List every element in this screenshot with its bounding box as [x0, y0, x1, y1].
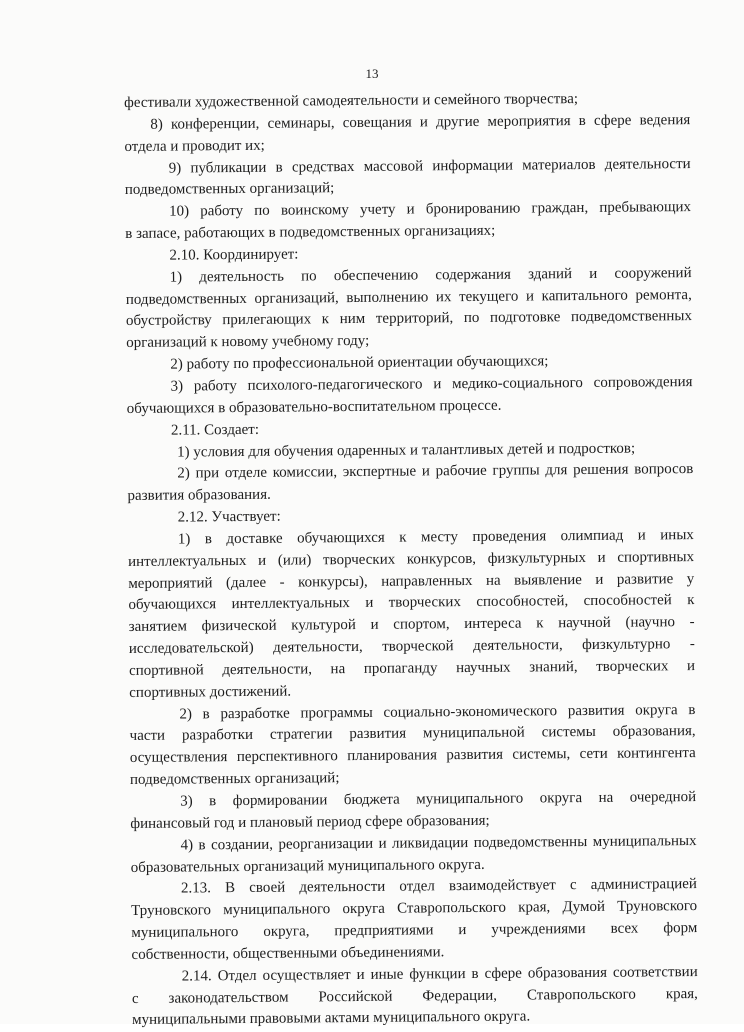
text-line: 8) конференции, семинары, совещания и другие мероприятия в сфере ведения [150, 111, 691, 133]
text-line: муниципального округа, предприятиями и учреждениями всех форм [131, 920, 698, 942]
text-line: занятием физической культурой и спортом, интереса к научной (научно - [128, 614, 695, 636]
text-line: муниципальными правовыми актами муниципального округа. [132, 1008, 531, 1029]
text-line: подведомственных организаций, выполнению их текущего и капитального ремонта, [125, 286, 692, 308]
text-line: осуществления перспективного планирования развития системы, сети контингента [129, 745, 696, 767]
text-line: 3) работу психолого-педагогического и медико-социального сопровождения [170, 374, 693, 395]
text-line: 2.13. В своей деятельности отдел взаимодействует с администрацией [180, 876, 697, 897]
text-line: обучающихся в образовательно-воспитательном процессе. [126, 397, 502, 417]
text-line: Труновского муниципального округа Ставропольского края, Думой Труновского [131, 898, 698, 920]
text-line: организаций к новому учебному году; [126, 333, 370, 352]
text-line: обучающихся интеллектуальных и творческих способностей, способностей к [128, 592, 695, 614]
text-line: фестивали художественной самодеятельности и семейного творчества; [124, 91, 579, 111]
text-line: 3) в формировании бюджета муниципального округа на очередной [180, 789, 697, 810]
text-line: отдела и проводит их; [124, 137, 265, 155]
text-line: в запасе, работающих в подведомственных организациях; [125, 222, 496, 243]
text-line: 1) деятельность по обеспечению содержания зданий и сооружений [169, 264, 692, 286]
text-line: спортивной деятельности, на пропаганду научных знаний, творческих и [128, 657, 696, 679]
text-line: исследовательской) деятельности, творческой деятельности, физкультурно - [128, 636, 695, 658]
text-line: 9) публикации в средствах массовой информации материалов деятельности [168, 155, 691, 177]
section-heading: 2.10. Координирует: [169, 246, 299, 264]
text-line: 2) при отделе комиссии, экспертные и рабочие группы для решения вопросов [177, 461, 694, 482]
text-line: подведомственных организаций; [124, 180, 335, 199]
text-line: 2) работу по профессиональной ориентации обучающихся; [170, 353, 549, 373]
text-line: подведомственных организаций; [129, 770, 340, 789]
text-line: спортивных достижений. [129, 683, 292, 701]
page-number: 13 [365, 66, 379, 81]
text-line: обустройству прилегающих к ним территорий, по подготовке подведомственных [125, 308, 693, 330]
text-line: образовательных организаций муниципального округа. [130, 856, 485, 876]
text-line: финансовый год и плановый период сфере образования; [130, 812, 490, 832]
text-line: мероприятий (далее - конкурсы), направленных на выявление и развитие у [128, 570, 695, 592]
text-line: развития образования. [127, 486, 271, 505]
section-heading: 2.11. Создает: [170, 421, 260, 439]
text-line: 1) условия для обучения одаренных и талантливых детей и подростков; [177, 440, 636, 461]
text-line: 4) в создании, реорганизации и ликвидации подведомственны муниципальных [180, 832, 697, 854]
text-line: 10) работу по воинскому учету и бронированию граждан, пребывающих [168, 199, 692, 220]
text-line: 1) в доставке обучающихся к месту проведения олимпиад и иных [177, 526, 694, 548]
document-body [124, 88, 698, 1032]
text-line: с законодательством Российской Федерации, Ставропольского края, [131, 985, 698, 1007]
text-line: части разработки стратегии развития муниципальной системы образования, [129, 723, 696, 745]
text-line: интеллектуальных и (или) творческих конкурсов, физкультурных и спортивных [128, 548, 695, 570]
section-heading: 2.12. Участвует: [177, 508, 281, 526]
text-line: собственности, общественными объединениями. [131, 944, 445, 963]
text-line: 2) в разработке программы социально-экономического развития округа в [179, 701, 696, 723]
text-line: 2.14. Отдел осуществляет и иные функции в сфере образования соответствии [181, 963, 698, 985]
